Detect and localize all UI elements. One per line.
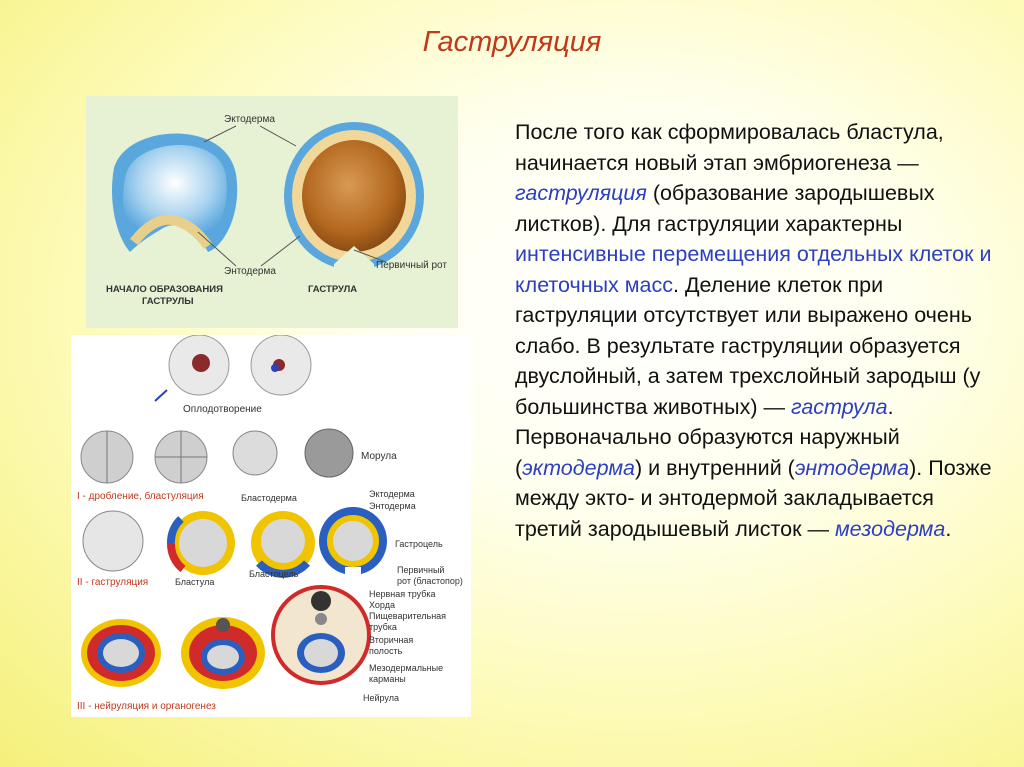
label-gastrula: ГАСТРУЛА xyxy=(308,284,358,295)
label-ectoderm-2: Эктодерма xyxy=(369,489,415,499)
label-start-gastrula-1: НАЧАЛО ОБРАЗОВАНИЯ xyxy=(106,284,223,295)
gastrulation-figure xyxy=(86,96,458,328)
label-fertilization: Оплодотворение xyxy=(183,404,262,415)
text-part: . Деление клеток при гаструляции отсутствует или выражено очень слабо. В результате гаструляции образуется двуслойный, а затем трехслойный зародыш (у большинства животных) — xyxy=(515,272,981,419)
label-stage-1: I - дробление, бластуляция xyxy=(77,491,204,502)
label-neural-tube: Нервная трубка xyxy=(369,589,436,599)
term-gastrula: гаструла xyxy=(790,394,888,419)
text-part: (образование зародышевых листков). Для гаструляции характерны xyxy=(515,181,935,236)
text-part: После того как сформировалась бластула, начинается новый этап эмбриогенеза — xyxy=(515,120,944,175)
label-neurula: Нейрула xyxy=(363,693,399,703)
label-mesoderm-2: карманы xyxy=(369,674,406,684)
label-start-gastrula-2: ГАСТРУЛЫ xyxy=(142,296,194,307)
label-blastoderm: Бластодерма xyxy=(241,493,297,503)
term-cell-movements: интенсивные перемещения отдельных клеток и клеточных масс xyxy=(515,242,992,297)
term-ectoderm: эктодерма xyxy=(522,455,636,480)
label-ectoderm: Эктодерма xyxy=(224,114,275,125)
gastrula-diagram xyxy=(284,122,424,276)
label-blastocoel: Бластоцель xyxy=(249,569,299,579)
label-endoderm: Энтодерма xyxy=(224,266,276,277)
label-gastrocoel: Гастроцель xyxy=(395,539,443,549)
embryogenesis-stages-figure xyxy=(71,335,471,717)
label-mesoderm-1: Мезодермальные xyxy=(369,663,444,673)
gastrulation-row-diagram xyxy=(83,507,387,579)
label-endoderm-2: Энтодерма xyxy=(369,501,416,511)
label-primary-mouth-1: Первичный xyxy=(397,565,445,575)
text-part: . xyxy=(945,516,952,541)
fertilization-diagram xyxy=(155,335,311,401)
text-part: ). Позже между экто- и энтодермой закладывается третий зародышевый листок — xyxy=(515,455,992,541)
neurulation-row-diagram xyxy=(81,587,369,689)
label-chord: Хорда xyxy=(369,600,395,610)
label-blastula: Бластула xyxy=(175,577,215,587)
term-gastrulation: гаструляция xyxy=(515,181,647,205)
text-part: . Первоначально образуются наружный ( xyxy=(515,394,900,480)
label-stage-2: II - гаструляция xyxy=(77,577,149,588)
term-endoderm: энтодерма xyxy=(794,455,910,480)
label-primary-mouth-2: рот (бластопор) xyxy=(397,576,463,586)
text-part: ) и внутренний ( xyxy=(635,455,795,480)
label-digestive-2: трубка xyxy=(369,622,397,632)
label-primary-mouth: Первичный рот xyxy=(376,260,447,271)
label-digestive-1: Пищеварительная xyxy=(369,611,447,621)
label-morula: Морула xyxy=(361,451,397,462)
label-stage-3: III - нейруляция и органогенез xyxy=(77,701,216,712)
slide-title: Гаструляция xyxy=(422,26,602,58)
label-secondary-1: Вторичная xyxy=(369,635,414,645)
early-gastrula-diagram xyxy=(112,134,237,253)
label-secondary-2: полость xyxy=(369,646,403,656)
term-mesoderm: мезодерма xyxy=(834,516,946,541)
description-text xyxy=(515,117,1005,544)
cleavage-diagram xyxy=(81,429,353,483)
